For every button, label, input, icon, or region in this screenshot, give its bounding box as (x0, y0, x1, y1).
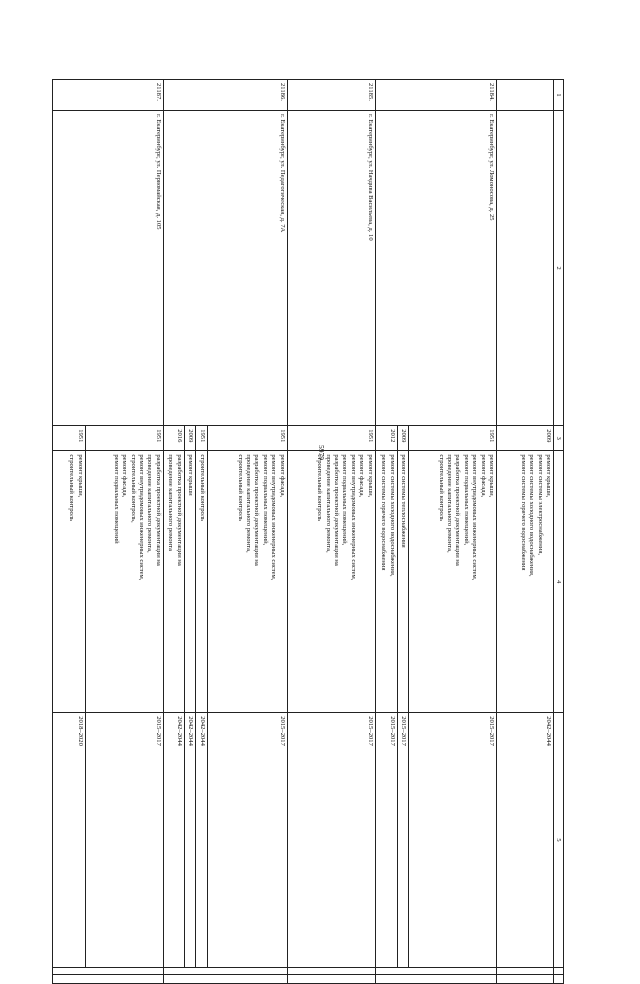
row-year: 2016 (163, 426, 184, 451)
row-year: 1951 (207, 426, 287, 451)
row-work: разработка проектной документации на проведение капитального ремонта (163, 451, 184, 713)
row-period: 2042–2044 (196, 713, 207, 967)
row-period: 2018–2020 (52, 713, 85, 967)
header-cell-2: 2 (554, 111, 564, 426)
header-cell-5: 5 (554, 713, 564, 967)
row-year: 1951 (85, 426, 163, 451)
table-row (409, 80, 497, 984)
row-work: ремонт системы теплоснабжения (397, 451, 408, 713)
row-extra-2 (375, 975, 496, 984)
header-cell-3: 3 (554, 426, 564, 451)
row-work: ремонт крыши, ремонт системы электроснабжения, ремонт системы холодного водоснабжения, ремонт системы горячего водоснабжения (497, 451, 554, 713)
row-year: 1951 (287, 426, 375, 451)
row-year: 2009 (397, 426, 408, 451)
row-extra-2 (287, 975, 375, 984)
row-period: 2015–2017 (287, 713, 375, 967)
header-cell-extra-2 (554, 975, 564, 984)
row-period: 2042–2044 (184, 713, 195, 967)
row-work: разработка проектной документации на проведение капитального ремонта, ремонт внутридомовых инженерных систем, строительный контроль, ремонт фасада, ремонт подвальных помещений (85, 451, 163, 713)
row-year: 1951 (52, 426, 85, 451)
row-period: 2015–2017 (397, 713, 408, 967)
row-period: 2015–2017 (207, 713, 287, 967)
page-number-text: 5979 (316, 444, 326, 460)
row-work: ремонт системы холодного водоснабжения, ремонт системы горячего водоснабжения (375, 451, 397, 713)
row-extra-1 (375, 967, 496, 974)
row-number: 21185. (287, 80, 375, 111)
row-extra-2 (497, 975, 554, 984)
repair-schedule-table (52, 79, 564, 984)
row-extra-1 (163, 967, 287, 974)
table-row (207, 80, 287, 984)
header-cell-4: 4 (554, 451, 564, 713)
row-extra-1 (287, 967, 375, 974)
row-extra-2 (52, 975, 163, 984)
row-address: г. Екатеринбург, ул. Первомайская, д. 105 (52, 111, 163, 426)
header-row (554, 80, 564, 984)
row-period: 2015–2017 (409, 713, 497, 967)
row-year: 2012 (375, 426, 397, 451)
repair-schedule-sheet (68, 79, 564, 984)
table-row (85, 80, 163, 984)
row-address (497, 111, 554, 426)
row-address: г. Екатеринбург, ул. Педагогическая, д. 7А (163, 111, 287, 426)
row-period: 2015–2017 (85, 713, 163, 967)
row-period: 2042–2044 (497, 713, 554, 967)
header-cell-extra-1 (554, 967, 564, 974)
row-number (497, 80, 554, 111)
row-number: 21184. (375, 80, 496, 111)
row-work: ремонт крыши, строительный контроль (52, 451, 85, 713)
row-extra-1 (497, 967, 554, 974)
row-address: г. Екатеринбург, ул. Начдива Васильева, д. 10 (287, 111, 375, 426)
row-number: 21187. (52, 80, 163, 111)
row-period: 2042–2044 (163, 713, 184, 967)
table-row (497, 80, 554, 984)
row-year: 2009 (497, 426, 554, 451)
row-work: ремонт крыши (184, 451, 195, 713)
row-extra-2 (163, 975, 287, 984)
row-work: строительный контроль (196, 451, 207, 713)
row-extra-1 (52, 967, 163, 974)
row-work: ремонт фасада, ремонт внутридомовых инженерных систем, ремонт подвальных помещений, разработка проектной документации на проведение капитального ремонта, строительный контроль (207, 451, 287, 713)
row-address: г. Екатеринбург, ул. Ломоносова, д. 25 (375, 111, 496, 426)
row-work: ремонт крыши, ремонт фасада, ремонт внутридомовых инженерных систем, ремонт подвальных помещений, разработка проектной документации на проведение капитального ремонта, строительный контроль (409, 451, 497, 713)
row-year: 1951 (409, 426, 497, 451)
row-number: 21186. (163, 80, 287, 111)
table-row (287, 80, 375, 984)
row-period: 2015–2017 (375, 713, 397, 967)
row-work: ремонт крыши, ремонт фасада, ремонт внутридомовых инженерных систем, ремонт подвальных помещений, разработка проектной документации на проведение капитального ремонта, строительный контроль (287, 451, 375, 713)
row-year: 1951 (196, 426, 207, 451)
header-cell-1: 1 (554, 80, 564, 111)
row-year: 2009 (184, 426, 195, 451)
